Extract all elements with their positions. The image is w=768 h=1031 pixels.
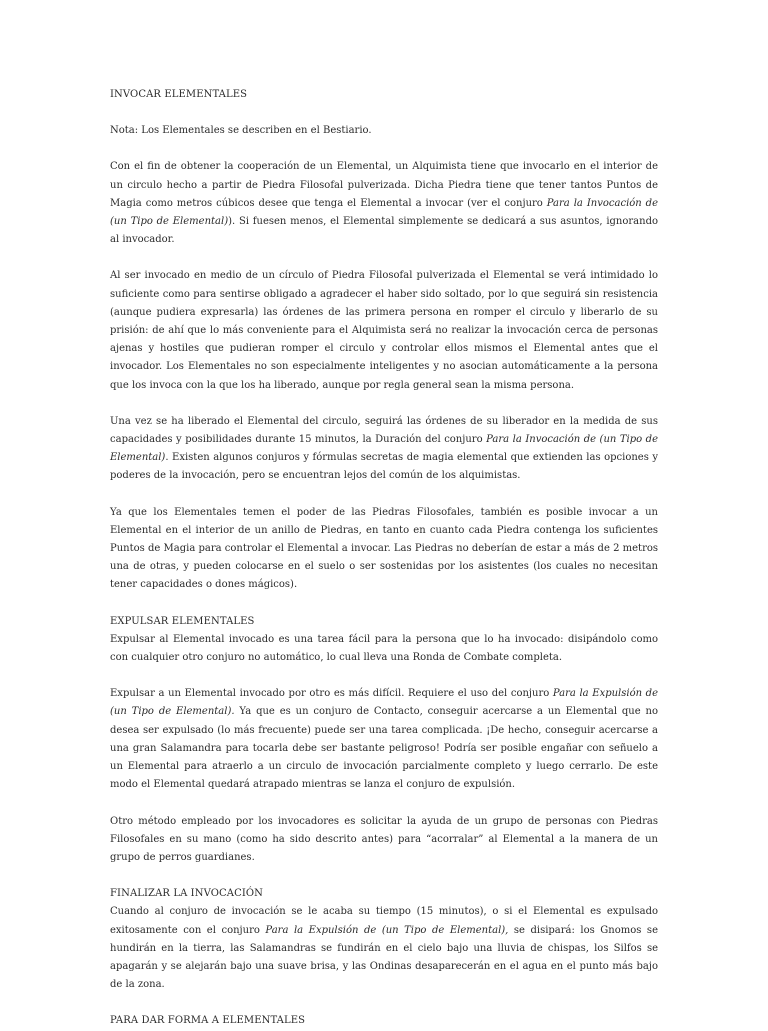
- spell-name: Para la Invocación de (un Tipo de Elemental): [110, 197, 659, 228]
- paragraph-liberation: [110, 413, 658, 486]
- heading-dar-forma-elementales: PARA DAR FORMA A ELEMENTALES: [110, 1015, 306, 1027]
- text-span: Con el fin de obtener la cooperación de un Elemental, un Alquimista tiene que invocarlo en el interior de un circulo hecho a partir de Piedra Filosofal pulverizada. Dicha Piedra tiene que tener tantos Puntos de Magia como metros cúbicos desee que tenga el Elemental a invocar (ver el conjuro: [110, 161, 658, 209]
- paragraph-stone-ring: Ya que los Elementales temen el poder de las Piedras Filosofales, también es posible invocar a un Elemental en el interior de un anillo de Piedras, en tanto en cuanto cada Piedra contenga los suficientes Puntos de Magia para controlar el Elemental a invocar. Las Piedras no deberían de estar a más de 2 metros una de otras, y pueden colocarse en el suelo o ser sostenidas por los asistentes (los cuales no necesitan tener capacidades o dones mágicos).: [110, 506, 658, 591]
- spell-name: Para la Invocación de (un Tipo de Elemental): [110, 434, 658, 464]
- text-span: se disipará: los Gnomos se hundirán en la tierra, las Salamandras se fundirán en el cielo bajo una lluvia de chispas, los Silfos se apagarán y se alejarán bajo una suave brisa, y las Ondinas desaparecerán en el agua en el punto más bajo de la zona.: [110, 924, 658, 991]
- heading-finalizar-invocacion: FINALIZAR LA INVOCACIÓN: [110, 888, 264, 900]
- paragraph-invocation-circle: [110, 158, 658, 249]
- heading-invocar-elementales: INVOCAR ELEMENTALES: [110, 89, 248, 100]
- note-paragraph: Nota: Los Elementales se describen en el Bestiario.: [110, 125, 372, 137]
- text-span: . Existen algunos conjuros y fórmulas secretas de magia elemental que extienden las opciones y poderes de la invocación, pero se encuentran lejos del común de los alquimistas.: [110, 452, 658, 482]
- spell-name: Para la Expulsión de (un Tipo de Elemental),: [265, 924, 509, 936]
- paragraph-expel-other: [110, 685, 658, 794]
- text-span: Una vez se ha liberado el Elemental del circulo, seguirá las órdenes de su liberador en la medida de sus capacidades y posibilidades durante 15 minutos, la Duración del conjuro: [110, 415, 658, 446]
- heading-expulsar-elementales: EXPULSAR ELEMENTALES: [110, 615, 255, 627]
- text-span: ). Si fuesen menos, el Elemental simplemente se dedicará a sus asuntos, ignorando al invocador.: [110, 216, 658, 246]
- text-span: Expulsar a un Elemental invocado por otro es más difícil. Requiere el uso del conjuro: [110, 688, 553, 700]
- text-span: Cuando al conjuro de invocación se le acaba su tiempo (15 minutos), o si el Elemental es expulsado exitosamente con el conjuro: [110, 906, 658, 936]
- paragraph-intimidation: Al ser invocado en medio de un círculo of Piedra Filosofal pulverizada el Elemental se verá intimidado lo suficiente como para sentirse obligado a agradecer el haber sido soltado, por lo que seguirá sin resistencia (aunque pudiera expresarla) las órdenes de las primera persona en romper el circulo y liberarlo de su prisión: de ahí que lo más conveniente para el Alquimista será no realizar la invocación cerca de personas ajenas y hostiles que pudieran romper el circulo y controlar ellos mismos el Elemental antes que el invocador. Los Elementales no son especialmente inteligentes y no asocian automáticamente a la persona que los invoca con la que los ha liberado, aunque por regla general sean la misma persona.: [110, 270, 658, 391]
- document-page: [110, 86, 658, 1031]
- text-span: Ya que es un conjuro de Contacto, conseguir acercarse a un Elemental que no desea ser expulsado (lo más frecuente) puede ser una tarea complicada. ¡De hecho, conseguir acercarse a una gran Salamandra para tocarla debe ser bastante peligroso! Podría ser posible engañar con señuelo a un Elemental para atraerlo a un circulo de invocación parcialmente completo y luego cerrarlo. De este modo el Elemental quedará atrapado mientras se lanza el conjuro de expulsión.: [110, 706, 658, 791]
- paragraph-expel-own: Expulsar al Elemental invocado es una tarea fácil para la persona que lo ha invocado: disipándolo como con cualquier otro conjuro no automático, lo cual lleva una Ronda de Combate completa.: [110, 633, 658, 664]
- spell-name: Para la Expulsión de (un Tipo de Elemental).: [110, 688, 658, 718]
- paragraph-cornering: Otro método empleado por los invocadores es solicitar la ayuda de un grupo de personas con Piedras Filosofales en su mano (como ha sido descrito antes) para “acorralar” al Elemental a la manera de un grupo de perros guardianes.: [110, 815, 658, 863]
- paragraph-ending: [110, 903, 658, 994]
